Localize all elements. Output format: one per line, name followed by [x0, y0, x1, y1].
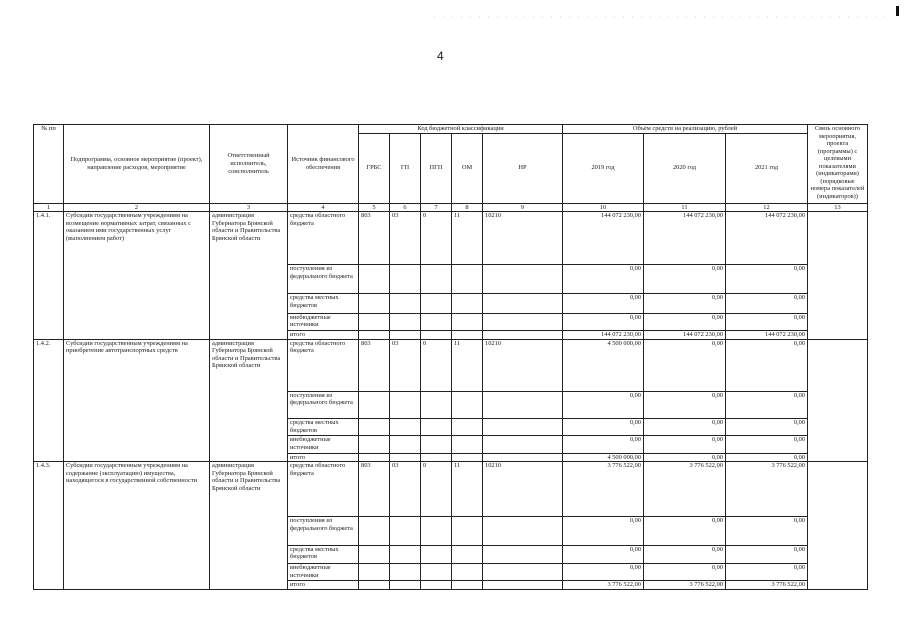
budget-table	[33, 124, 868, 590]
source-label: средства местных бюджетов	[288, 419, 359, 436]
total-2019: 3 776 522,00	[563, 581, 644, 590]
code-pgp: 0	[421, 339, 452, 391]
header-grbs: ГРБС	[359, 133, 390, 203]
table-row	[34, 339, 868, 391]
table-header	[34, 125, 868, 212]
page-number: 4	[437, 49, 444, 63]
header-np: НР	[483, 133, 563, 203]
source-label: внебюджетные источники	[288, 313, 359, 330]
item-executor: администрация Губернатора Брянской области и Правительства Брянской области	[210, 462, 288, 590]
source-label-total: итого	[288, 331, 359, 340]
item-name: Субсидии государственным учреждениям на содержание (эксплуатацию) имущества, находящегося в государственной собственности	[64, 462, 210, 590]
item-block-2	[34, 339, 868, 462]
amount-2019: 144 072 230,00	[563, 212, 644, 265]
item-executor: администрация Губернатора Брянской области и Правительства Брянской области	[210, 212, 288, 340]
amount-2019: 0,00	[563, 517, 644, 545]
item-number: 1.4.3.	[34, 462, 64, 590]
indicator-link	[808, 212, 868, 340]
item-name: Субсидии государственным учреждениям на приобретение автотранспортных средств	[64, 339, 210, 462]
scan-corner-mark	[896, 6, 899, 16]
col-number: 11	[644, 203, 726, 212]
amount-2021: 3 776 522,00	[726, 462, 808, 517]
col-number: 13	[808, 203, 868, 212]
amount-2020: 0,00	[644, 391, 726, 418]
amount-2019: 0,00	[563, 436, 644, 453]
amount-2019: 4 500 000,00	[563, 339, 644, 391]
source-label: поступления из федерального бюджета	[288, 517, 359, 545]
amount-2019: 0,00	[563, 545, 644, 563]
amount-2019: 0,00	[563, 294, 644, 313]
code-gp: 03	[390, 462, 421, 517]
total-2019: 144 072 230,00	[563, 331, 644, 340]
header-source: Источник финансового обеспечения	[288, 125, 359, 204]
column-numbers-row	[34, 203, 868, 212]
amount-2020: 0,00	[644, 419, 726, 436]
amount-2021: 0,00	[726, 339, 808, 391]
amount-2021: 0,00	[726, 391, 808, 418]
col-number: 10	[563, 203, 644, 212]
source-label-total: итого	[288, 581, 359, 590]
amount-2019: 0,00	[563, 419, 644, 436]
amount-2019: 0,00	[563, 564, 644, 581]
code-grbs: 803	[359, 212, 390, 265]
source-label: средства областного бюджета	[288, 212, 359, 265]
header-gp: ГП	[390, 133, 421, 203]
amount-2020: 0,00	[644, 264, 726, 293]
code-om: 11	[452, 212, 483, 265]
source-label: поступления из федерального бюджета	[288, 391, 359, 418]
amount-2021: 0,00	[726, 517, 808, 545]
header-link: Связь основного мероприятия, проекта (программы) с целевыми показателями (индикаторами) (порядковые номера показателей (индикаторов))	[808, 125, 868, 204]
amount-2019: 0,00	[563, 264, 644, 293]
total-2020: 0,00	[644, 453, 726, 462]
header-om: ОМ	[452, 133, 483, 203]
code-grbs: 803	[359, 462, 390, 517]
total-2021: 144 072 230,00	[726, 331, 808, 340]
amount-2019: 3 776 522,00	[563, 462, 644, 517]
amount-2021: 0,00	[726, 419, 808, 436]
code-np: 10210	[483, 462, 563, 517]
code-pgp: 0	[421, 212, 452, 265]
code-np: 10210	[483, 339, 563, 391]
indicator-link	[808, 462, 868, 590]
total-2021: 0,00	[726, 453, 808, 462]
header-name: Подпрограмма, основное мероприятие (проект), направление расходов, мероприятие	[64, 125, 210, 204]
source-label: внебюджетные источники	[288, 564, 359, 581]
amount-2020: 0,00	[644, 436, 726, 453]
code-gp: 03	[390, 339, 421, 391]
amount-2019: 0,00	[563, 313, 644, 330]
amount-2020: 0,00	[644, 339, 726, 391]
header-2020: 2020 год	[644, 133, 726, 203]
source-label: внебюджетные источники	[288, 436, 359, 453]
col-number: 6	[390, 203, 421, 212]
code-gp: 03	[390, 212, 421, 265]
col-number: 8	[452, 203, 483, 212]
table-row	[34, 462, 868, 517]
col-number: 2	[64, 203, 210, 212]
header-amount: Объём средств на реализацию, рублей	[563, 125, 808, 134]
total-2020: 3 776 522,00	[644, 581, 726, 590]
code-om: 11	[452, 339, 483, 391]
amount-2020: 3 776 522,00	[644, 462, 726, 517]
amount-2020: 0,00	[644, 564, 726, 581]
header-budget-code: Код бюджетной классификации	[359, 125, 563, 134]
header-2019: 2019 год	[563, 133, 644, 203]
amount-2021: 0,00	[726, 294, 808, 313]
col-number: 1	[34, 203, 64, 212]
amount-2021: 0,00	[726, 564, 808, 581]
amount-2021: 0,00	[726, 264, 808, 293]
amount-2021: 0,00	[726, 545, 808, 563]
item-executor: администрация Губернатора Брянской области и Правительства Брянской области	[210, 339, 288, 462]
item-number: 1.4.1.	[34, 212, 64, 340]
source-label: средства областного бюджета	[288, 462, 359, 517]
source-label: поступления из федерального бюджета	[288, 264, 359, 293]
header-pgp: ПГП	[421, 133, 452, 203]
indicator-link	[808, 339, 868, 462]
source-label: средства областного бюджета	[288, 339, 359, 391]
item-number: 1.4.2.	[34, 339, 64, 462]
table-row	[34, 212, 868, 265]
total-2020: 144 072 230,00	[644, 331, 726, 340]
amount-2020: 144 072 230,00	[644, 212, 726, 265]
code-pgp: 0	[421, 462, 452, 517]
header-2021: 2021 год	[726, 133, 808, 203]
total-2019: 4 500 000,00	[563, 453, 644, 462]
source-label: средства местных бюджетов	[288, 294, 359, 313]
header-no: № пп	[34, 125, 64, 204]
amount-2019: 0,00	[563, 391, 644, 418]
code-grbs: 803	[359, 339, 390, 391]
col-number: 5	[359, 203, 390, 212]
item-block-1	[34, 212, 868, 340]
item-block-3	[34, 462, 868, 590]
code-om: 11	[452, 462, 483, 517]
col-number: 4	[288, 203, 359, 212]
amount-2020: 0,00	[644, 313, 726, 330]
amount-2021: 0,00	[726, 436, 808, 453]
header-executor: Ответственный исполнитель, соисполнитель	[210, 125, 288, 204]
item-name: Субсидии государственным учреждениям на возмещение нормативных затрат, связанных с оказанием ими государственных услуг (выполнением работ)	[64, 212, 210, 340]
amount-2020: 0,00	[644, 545, 726, 563]
amount-2021: 0,00	[726, 313, 808, 330]
scan-noise	[430, 14, 890, 20]
amount-2020: 0,00	[644, 517, 726, 545]
col-number: 12	[726, 203, 808, 212]
source-label: средства местных бюджетов	[288, 545, 359, 563]
amount-2021: 144 072 230,00	[726, 212, 808, 265]
col-number: 7	[421, 203, 452, 212]
source-label-total: итого	[288, 453, 359, 462]
col-number: 9	[483, 203, 563, 212]
code-np: 10210	[483, 212, 563, 265]
total-2021: 3 776 522,00	[726, 581, 808, 590]
amount-2020: 0,00	[644, 294, 726, 313]
col-number: 3	[210, 203, 288, 212]
